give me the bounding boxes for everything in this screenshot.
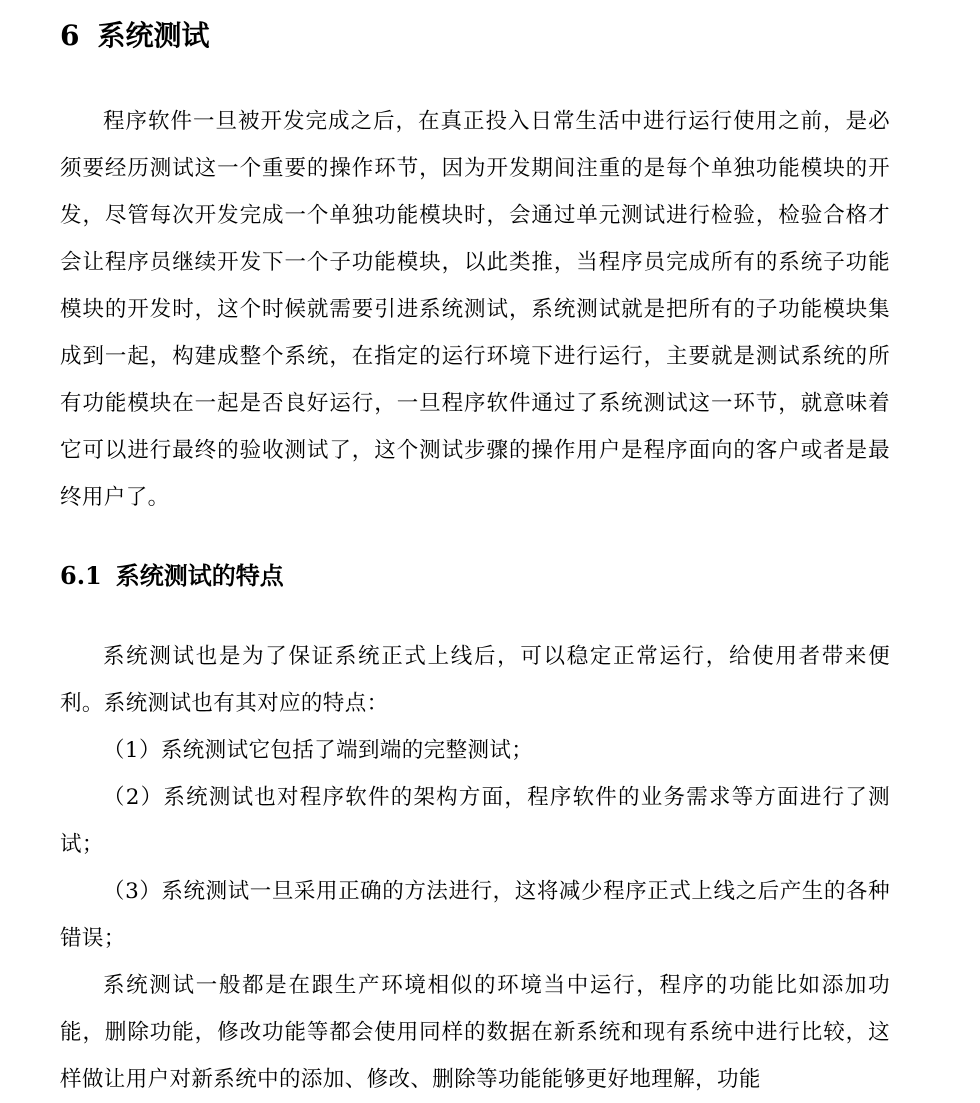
subsection-title: 系统测试的特点 [115,561,284,590]
subsection-heading [60,556,284,596]
intro-paragraph: 程序软件一旦被开发完成之后，在真正投入日常生活中进行运行使用之前，是必须要经历测试这一个重要的操作环节，因为开发期间注重的是每个单独功能模块的开发，尽管每次开发完成一个单独功能模块时，会通过单元测试进行检验，检验合格才会让程序员继续开发下一个子功能模块，以此类推，当程序员完成所有的系统子功能模块的开发时，这个时候就需要引进系统测试，系统测试就是把所有的子功能模块集成到一起，构建成整个系统，在指定的运行环境下进行运行，主要就是测试系统的所有功能模块在一起是否良好运行，一旦程序软件通过了系统测试这一环节，就意味着它可以进行最终的验收测试了，这个测试步骤的操作用户是程序面向的客户或者是最终用户了。 [60,109,890,510]
subsection-number: 6.1 [60,561,102,590]
section-number: 6 [60,19,80,52]
feature-item-2: （2）系统测试也对程序软件的架构方面，程序软件的业务需求等方面进行了测试； [60,785,890,857]
section-title: 系统测试 [97,19,210,52]
features-intro-paragraph: 系统测试也是为了保证系统正式上线后，可以稳定正常运行，给使用者带来便利。系统测试也有其对应的特点： [60,644,890,716]
closing-paragraph: 系统测试一般都是在跟生产环境相似的环境当中运行，程序的功能比如添加功能，删除功能，修改功能等都会使用同样的数据在新系统和现有系统中进行比较，这样做让用户对新系统中的添加、修改、删除等功能能够更好地理解，功能 [60,973,890,1092]
feature-item-3: （3）系统测试一旦采用正确的方法进行，这将减少程序正式上线之后产生的各种错误； [60,879,890,951]
feature-item-1: （1）系统测试它包括了端到端的完整测试； [103,738,534,763]
section-heading [60,14,210,58]
